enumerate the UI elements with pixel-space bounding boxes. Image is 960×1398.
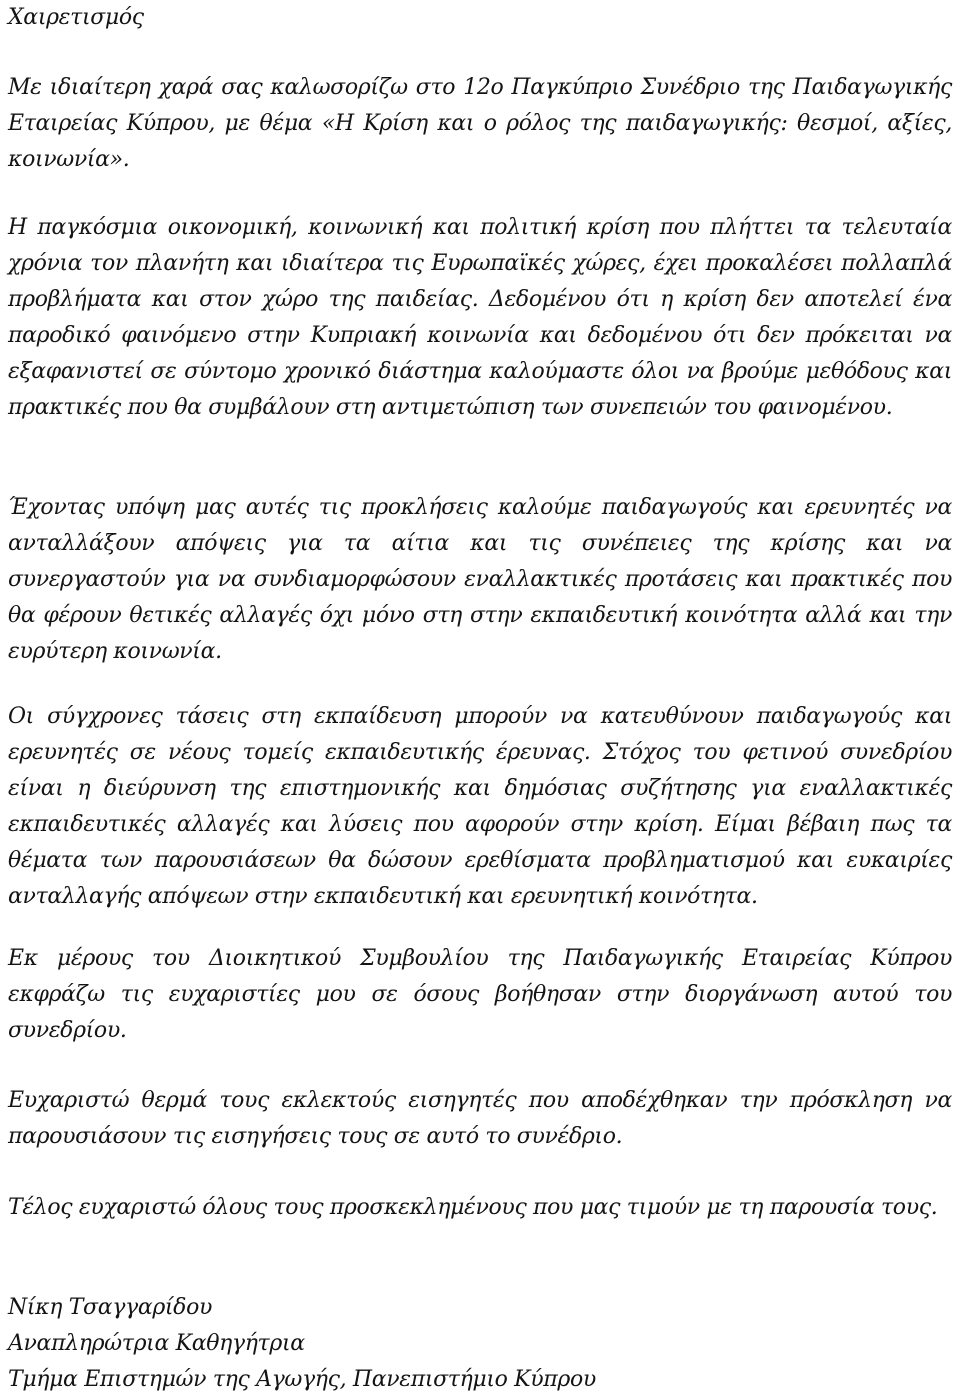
paragraph-trends: Οι σύγχρονες τάσεις στη εκπαίδευση μπορούν να κατευθύνουν παιδαγωγούς και ερευνητές σε νέους τομείς εκπαιδευτικής έρευνας. Στόχος του φετινού συνεδρίου είναι η διεύρυνση της επιστημονικής και δημόσιας συζήτησης για εναλλακτικές εκπαιδευτικές αλλαγές και λύσεις που αφορούν στην κρίση. Είμαι βέβαιη πως τα θέματα των παρουσιάσεων θα δώσουν ερεθίσματα προβληματισμού και ευκαιρίες ανταλλαγής απόψεων στην εκπαιδευτική και ερευνητική κοινότητα. — [8, 704, 952, 909]
paragraph-challenges: Έχοντας υπόψη μας αυτές τις προκλήσεις καλούμε παιδαγωγούς και ερευνητές να ανταλλάξουν απόψεις για τα αίτια και τις συνέπειες της κρίσης και να συνεργαστούν για να συνδιαμορφώσουν εναλλακτικές προτάσεις και πρακτικές που θα φέρουν θετικές αλλαγές όχι μόνο στη στην εκπαιδευτική κοινότητα αλλά και την ευρύτερη κοινωνία. — [8, 495, 952, 664]
signature-title: Αναπληρώτρια Καθηγήτρια — [8, 1331, 305, 1356]
greeting-heading: Χαιρετισμός — [8, 5, 144, 30]
paragraph-speakers-thanks: Ευχαριστώ θερμά τους εκλεκτούς εισηγητές που αποδέχθηκαν την πρόσκληση να παρουσιάσουν τις εισηγήσεις τους σε αυτό το συνέδριο. — [8, 1088, 952, 1149]
paragraph-crisis: Η παγκόσμια οικονομική, κοινωνική και πολιτική κρίση που πλήττει τα τελευταία χρόνια τον πλανήτη και ιδιαίτερα τις Ευρωπαϊκές χώρες, έχει προκαλέσει πολλαπλά προβλήματα και στον χώρο της παιδείας. Δεδομένου ότι η κρίση δεν αποτελεί ένα παροδικό φαινόμενο στην Κυπριακή κοινωνία και δεδομένου ότι δεν πρόκειται να εξαφανιστεί σε σύντομο χρονικό διάστημα καλούμαστε όλοι να βρούμε μεθόδους και πρακτικές που θα συμβάλουν στη αντιμετώπιση των συνεπειών του φαινομένου. — [8, 215, 952, 420]
paragraph-closing: Τέλος ευχαριστώ όλους τους προσκεκλημένους που μας τιμούν με τη παρουσία τους. — [8, 1195, 938, 1220]
signature-block — [8, 1290, 596, 1398]
paragraph-welcome: Με ιδιαίτερη χαρά σας καλωσορίζω στο 12ο Παγκύπριο Συνέδριο της Παιδαγωγικής Εταιρείας Κύπρου, με θέμα «Η Κρίση και ο ρόλος της παιδαγωγικής: θεσμοί, αξίες, κοινωνία». — [8, 75, 952, 172]
paragraph-board-thanks: Εκ μέρους του Διοικητικού Συμβουλίου της Παιδαγωγικής Εταιρείας Κύπρου εκφράζω τις ευχαριστίες μου σε όσους βοήθησαν στην διοργάνωση αυτού του συνεδρίου. — [8, 946, 952, 1043]
signature-affiliation: Τμήμα Επιστημών της Αγωγής, Πανεπιστήμιο Κύπρου — [8, 1367, 596, 1392]
signature-name: Νίκη Τσαγγαρίδου — [8, 1295, 213, 1320]
